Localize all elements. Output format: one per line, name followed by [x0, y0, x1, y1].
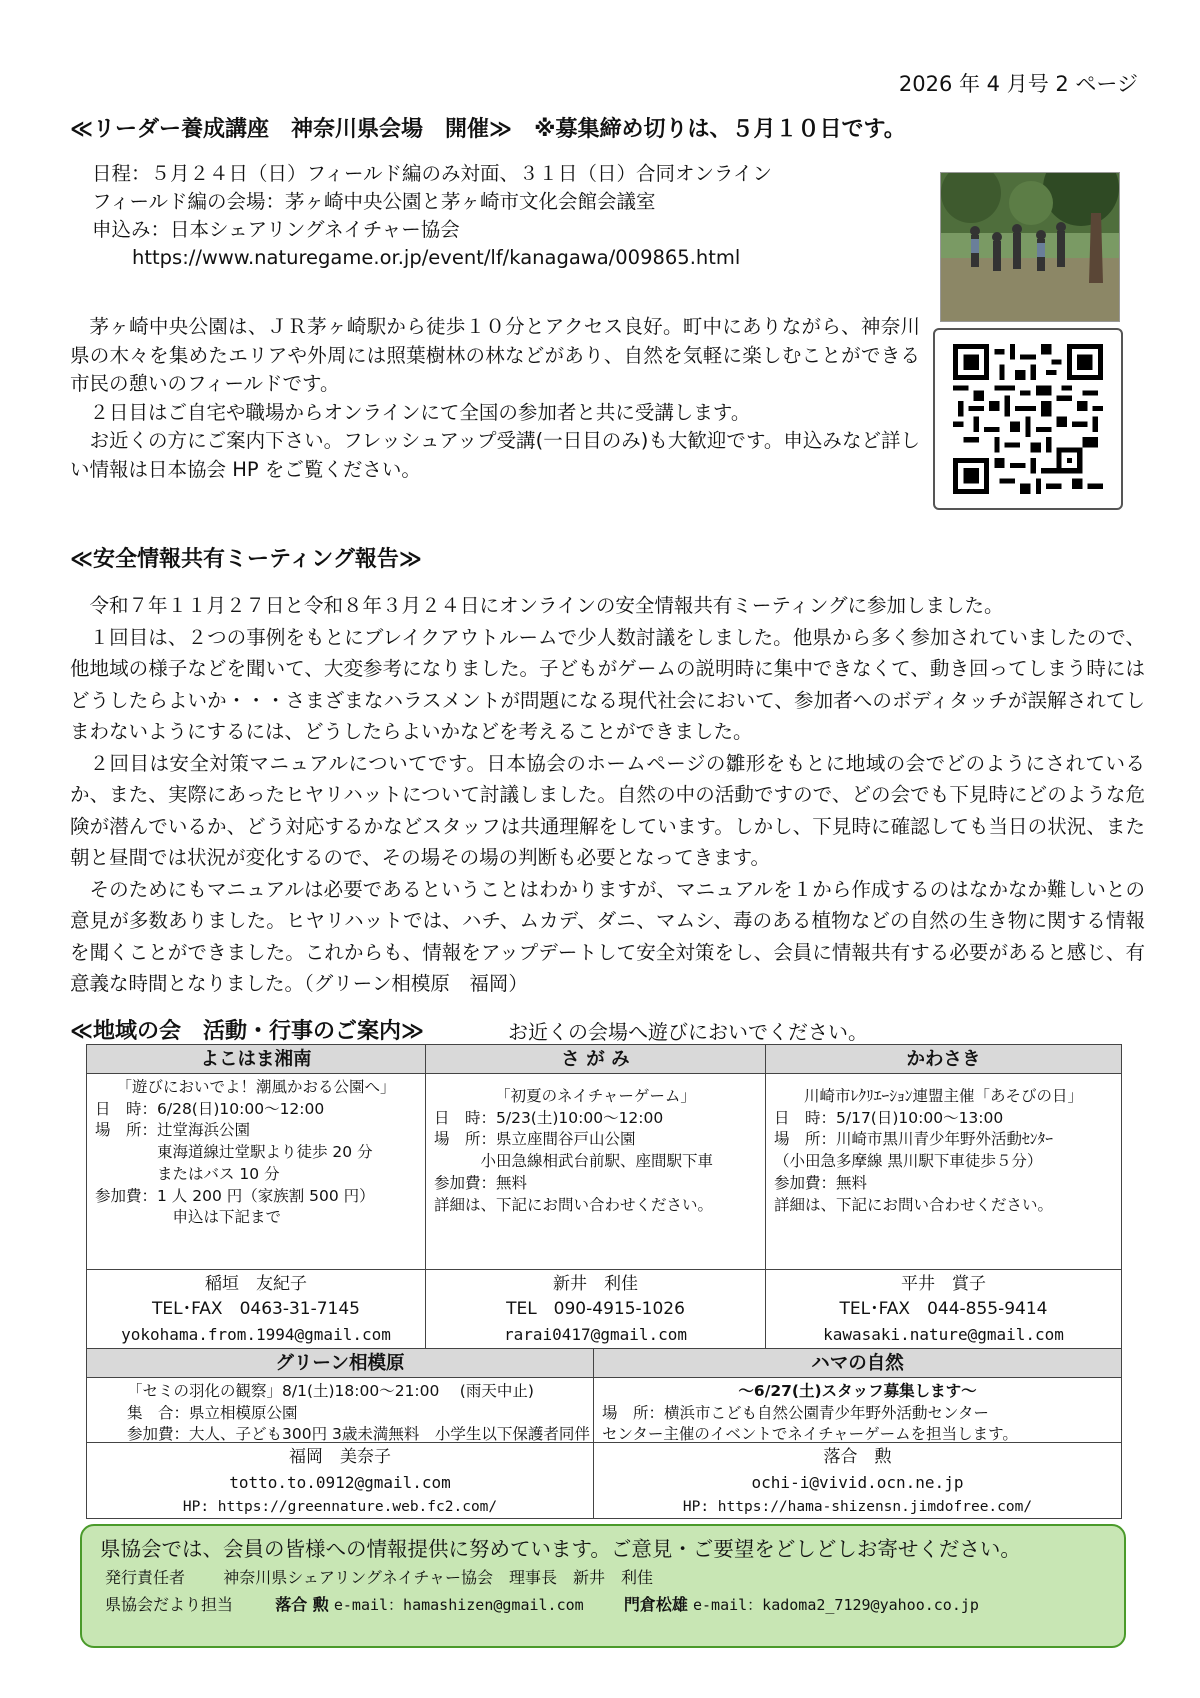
contact-hama-no-shizen: [593, 1442, 1122, 1519]
event-title: 川崎市ﾚｸﾘｴｰｼｮﾝ連盟主催「あそびの日」: [803, 1087, 1083, 1105]
editor-email-link[interactable]: e-mail：hamashizen@gmail.com: [333, 1596, 584, 1614]
section-title-local-events: ≪地域の会 活動・行事のご案内≫: [70, 1019, 425, 1044]
paragraph: お近くの方にご案内下さい。フレッシュアップ受講(一日目のみ)も大歓迎です。申込みなど詳しい情報は日本協会 HP をご覧ください。: [70, 429, 920, 481]
paragraph: そのためにもマニュアルは必要であるということはわかりますが、マニュアルを１から作成するのはなかなか難しいとの意見が多数ありました。ヒヤリハットでは、ハチ、ムカデ、ダニ、マムシ、毒のある植物などの自然の生き物に関する情報を聞くことができました。これからも、情報をアップデートして安全対策をし、会員に情報共有する必要があると感じ、有意義な時間となりました。（グリーン相模原 福岡）: [70, 877, 1145, 995]
paragraph: ２日目はご自宅や職場からオンラインにて全国の参加者と共に受講します。: [89, 400, 751, 424]
event-line: 詳細は、下記にお問い合わせください。: [434, 1195, 714, 1214]
editor-label: 県協会だより担当: [105, 1595, 234, 1614]
event-title: ～6/27(土)スタッフ募集します～: [738, 1382, 977, 1400]
event-title: 「遊びにおいでよ！潮風かおる公園へ」: [116, 1078, 396, 1096]
contact-sagami: [425, 1269, 766, 1349]
contact-tel: TEL･FAX 044-855-9414: [839, 1299, 1048, 1319]
editor-name: 門倉松雄: [623, 1595, 688, 1614]
header-sagami: さ が み: [425, 1044, 766, 1074]
editor-name: 落合 勲: [275, 1595, 329, 1614]
event-line: （小田急多摩線 黒川駅下車徒歩５分）: [774, 1152, 1043, 1171]
event-line: 場 所：県立座間谷戸山公園: [434, 1130, 636, 1149]
events-table: [86, 1044, 1122, 1519]
course-url-link[interactable]: https://www.naturegame.or.jp/event/lf/kanagawa/009865.html: [132, 246, 741, 269]
event-yokohama: [86, 1073, 426, 1270]
event-line: 日 時：6/28(日)10:00～12:00: [95, 1099, 325, 1118]
editor-email-link[interactable]: e-mail：kadoma2_7129@yahoo.co.jp: [692, 1596, 979, 1614]
paragraph: 令和７年１１月２７日と令和８年３月２４日にオンラインの安全情報共有ミーティングに参加しました。: [89, 594, 1004, 617]
event-line: 東海道線辻堂駅より徒歩 20 分: [95, 1143, 373, 1162]
header-green-sagamihara: グリーン相模原: [86, 1348, 594, 1378]
footer-box: [80, 1524, 1126, 1648]
contact-email-link[interactable]: kawasaki.nature@gmail.com: [823, 1325, 1064, 1344]
event-sagami: [425, 1073, 766, 1270]
section-title-safety-meeting: ≪安全情報共有ミーティング報告≫: [70, 547, 422, 572]
event-green-sagamihara: [86, 1377, 594, 1443]
info-line: フィールド編の会場：茅ヶ崎中央公園と茅ヶ崎市文化会館会議室: [92, 190, 656, 213]
course-info: [92, 160, 772, 272]
event-line: 日 時：5/23(土)10:00～12:00: [434, 1108, 664, 1127]
contact-green-sagamihara: [86, 1442, 594, 1519]
event-line: 参加費：無料: [434, 1173, 528, 1192]
footer-editors: [100, 1591, 1124, 1619]
contact-name: 平井 賞子: [901, 1274, 986, 1294]
page-number: 2026 年 4 月号 2 ページ: [898, 72, 1138, 96]
event-line: 集 合：県立相模原公園: [127, 1403, 298, 1422]
event-line: 参加費：大人、子ども300円 3歳未満無料 小学生以下保護者同伴: [127, 1425, 590, 1443]
event-hama-no-shizen: [593, 1377, 1122, 1443]
contact-tel: TEL･FAX 0463-31-7145: [151, 1299, 361, 1319]
event-line: 日 時：5/17(日)10:00～13:00: [774, 1108, 1004, 1127]
event-line: 場 所：川崎市黒川青少年野外活動ｾﾝﾀｰ: [774, 1130, 1054, 1149]
paragraph: １回目は、２つの事例をもとにブレイクアウトルームで少人数討議をしました。他県から多く参加されていましたので、他地域の様子などを聞いて、大変参考になりました。子どもがゲームの説明時に集中できなくて、動き回ってしまう時にはどうしたらよいか・・・さまざまなハラスメントが問題になる現代社会において、参加者へのボディタッチが誤解されてしまわないようにするには、どうしたらよいかなどを考えることができました。: [70, 625, 1145, 743]
event-line: 詳細は、下記にお問い合わせください。: [774, 1195, 1054, 1214]
contact-name: 福岡 美奈子: [289, 1447, 391, 1467]
outdoor-group-photo: [940, 172, 1120, 322]
publisher-label: 発行責任者: [105, 1568, 186, 1587]
paragraph: 茅ヶ崎中央公園は、ＪＲ茅ヶ崎駅から徒歩１０分とアクセス良好。町中にありながら、神奈川県の木々を集めたエリアや外周には照葉樹林の林などがあり、自然を気軽に楽しむことができる市民の憩いのフィールドです。: [70, 315, 920, 395]
contact-name: 稲垣 友紀子: [205, 1274, 307, 1294]
events-note: お近くの会場へ遊びにおいでください。: [508, 1020, 868, 1044]
event-line: 参加費：1 人 200 円（家族割 500 円）: [95, 1186, 375, 1205]
contact-homepage-link[interactable]: HP: https://hama-shizensn.jimdofree.com/: [682, 1499, 1033, 1515]
info-line: 申込み：日本シェアリングネイチャー協会: [92, 218, 460, 241]
contact-kawasaki: [765, 1269, 1122, 1349]
event-line: センター主催のイベントでネイチャーゲームを担当します。: [602, 1425, 1018, 1443]
header-kawasaki: かわさき: [765, 1044, 1122, 1074]
contact-yokohama: [86, 1269, 426, 1349]
event-line: 参加費：無料: [774, 1173, 868, 1192]
event-line: 申込は下記まで: [95, 1208, 282, 1227]
event-line: またはバス 10 分: [95, 1164, 280, 1183]
contact-name: 落合 勲: [823, 1447, 892, 1467]
event-line: 小田急線相武台前駅、座間駅下車: [434, 1152, 714, 1171]
contact-email-link[interactable]: totto.to.0912@gmail.com: [229, 1473, 451, 1492]
event-title: 「セミの羽化の観察」8/1(土)18:00～21:00 (雨天中止): [127, 1382, 534, 1400]
contact-homepage-link[interactable]: HP: https://greennature.web.fc2.com/: [182, 1499, 498, 1515]
contact-tel: TEL 090-4915-1026: [506, 1299, 685, 1319]
event-kawasaki: [765, 1073, 1122, 1270]
event-line: 場 所：横浜市こども自然公園青少年野外活動センター: [602, 1403, 989, 1422]
event-title: 「初夏のネイチャーゲーム」: [495, 1087, 696, 1105]
paragraph: ２回目は安全対策マニュアルについてです。日本協会のホームページの雛形をもとに地域の会でどのようにされているか、また、実際にあったヒヤリハットについて討議しました。自然の中の活動ですので、どの会でも下見時にどのような危険が潜んでいるか、どう対応するかなどスタッフは共通理解をしています。しかし、下見時に確認しても当日の状況、また朝と昼間では状況が変化するので、その場その場の判断も必要となってきます。: [70, 751, 1145, 869]
header-hama-no-shizen: ハマの自然: [593, 1348, 1122, 1378]
contact-email-link[interactable]: yokohama.from.1994@gmail.com: [121, 1325, 391, 1344]
safety-meeting-report: [70, 590, 1145, 1000]
footer-publisher: [100, 1564, 1124, 1591]
qr-code-icon[interactable]: [933, 328, 1123, 510]
header-yokohama: よこはま湘南: [86, 1044, 426, 1074]
publisher-name: 神奈川県シェアリングネイチャー協会 理事長 新井 利佳: [223, 1568, 653, 1587]
course-description: [70, 313, 920, 484]
section-title-leader-course: ≪リーダー養成講座 神奈川県会場 開催≫ ※募集締め切りは、５月１０日です。: [70, 117, 906, 142]
info-line: 日程：５月２４日（日）フィールド編のみ対面、３１日（日）合同オンライン: [92, 162, 772, 185]
contact-email-link[interactable]: rarai0417@gmail.com: [503, 1325, 688, 1344]
contact-email-link[interactable]: ochi-i@vivid.ocn.ne.jp: [751, 1473, 964, 1492]
event-line: 場 所：辻堂海浜公園: [95, 1121, 251, 1140]
footer-message: 県協会では、会員の皆様への情報提供に努めています。ご意見・ご要望をどしどしお寄せください。: [100, 1537, 1021, 1561]
contact-name: 新井 利佳: [553, 1274, 638, 1294]
